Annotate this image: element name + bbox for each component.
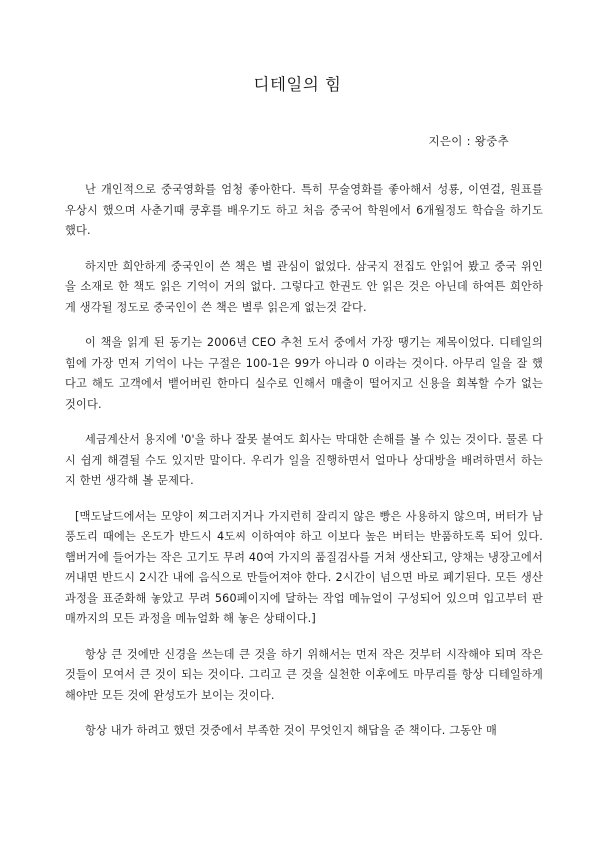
paragraph: 이 책을 읽게 된 동기는 2006년 CEO 추천 도서 중에서 가장 땡기는 제목이었다. 디테일의 힘에 가장 먼저 기억이 나는 구절은 100-1은 99가 아니라 0 이라는 것이다. 아무리 일을 잘 했다고 해도 고객에서 뱉어버린 한마디 실수로 인해서 매출이 떨어지고 신용을 회복할 수가 없는 것이다.: [65, 336, 543, 411]
paragraph: 항상 내가 하려고 했던 것중에서 부족한 것이 무엇인지 해답을 준 책이다. 그동안 매: [85, 724, 498, 737]
document-body: [65, 180, 543, 757]
paragraph: 항상 큰 것에만 신경을 쓰는데 큰 것을 하기 위해서는 먼저 작은 것부터 시작해야 되며 작은 것들이 모여서 큰 것이 되는 것이다. 그리고 큰 것을 실천한 이후에도 마무리를 항상 디테일하게 해야만 모든 것에 완성도가 보이는 것이다.: [65, 647, 543, 702]
quoted-paragraph: [맥도날드에서는 모양이 찌그러지거나 가지런히 잘리지 않은 빵은 사용하지 않으며, 버터가 남풍도리 때에는 온도가 반드시 4도씨 이하여야 하고 이보다 높은 버터는 반품하도록 되어 있다. 햄버거에 들어가는 작은 고기도 무려 40여 가지의 품질검사를 거쳐 생산되고, 양채는 냉장고에서 꺼내면 반드시 2시간 내에 음식으로 만들어져야 한다. 2시간이 넘으면 바로 폐기된다. 모든 생산과정을 표준화해 놓았고 무려 560페이지에 달하는 작업 메뉴얼이 구성되어 있으며 입고부터 판매까지의 모든 과정을 메뉴얼화 해 놓은 상태이다.]: [65, 509, 543, 625]
paragraph: 세금계산서 용지에 '0'을 하나 잘못 붙여도 회사는 막대한 손해를 볼 수 있는 것이다. 물론 다시 쉽게 해결될 수도 있지만 말이다. 우리가 일을 진행하면서 얼마나 상대방을 배려하면서 하는지 한번 생각해 볼 문제다.: [65, 433, 543, 487]
paragraph: 하지만 희안하게 중국인이 쓴 책은 별 관심이 없었다. 삼국지 전집도 안읽어 봤고 중국 위인을 소재로 한 책도 읽은 기억이 거의 없다. 그렇다고 한권도 안 읽은 것은 아닌데 하여튼 희안하게 생각될 정도로 중국인이 쓴 책은 별루 읽은게 없는것 같다.: [65, 259, 543, 314]
document-title: 디테일의 힘: [253, 75, 342, 94]
author-line: 지은이 : 왕중추: [428, 134, 509, 148]
paragraph: 난 개인적으로 중국영화를 엄청 좋아한다. 특히 무술영화를 좋아해서 성룡, 이연걸, 원표를 우상시 했으며 사춘기때 쿵후를 배우기도 하고 처음 중국어 학원에서 6개월정도 학습을 하기도 했다.: [65, 183, 543, 237]
